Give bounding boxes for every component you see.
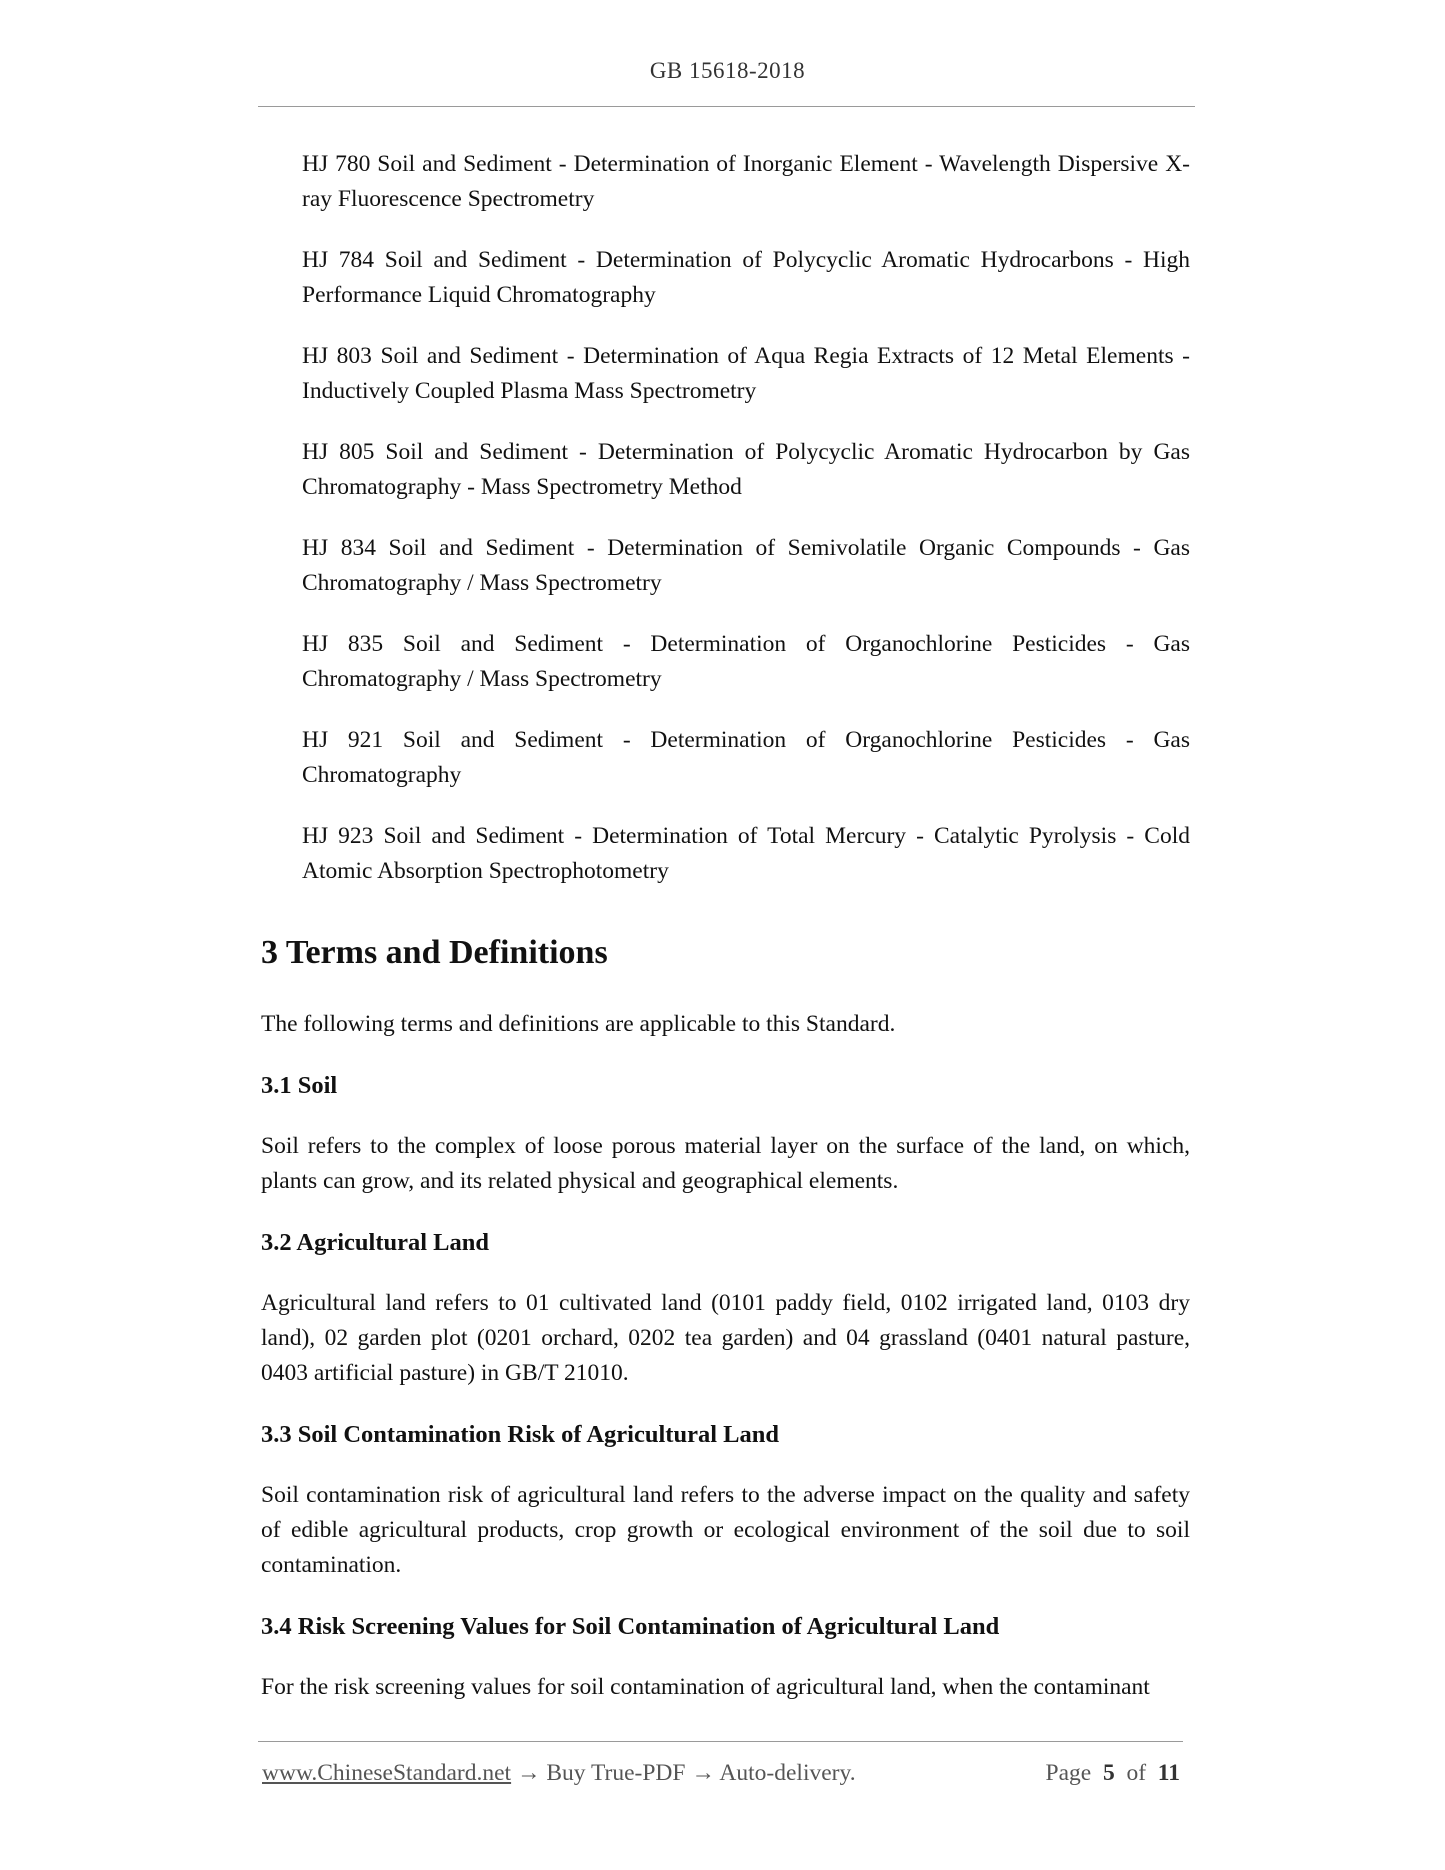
arrow-right-icon: → [691,1760,715,1786]
definition-agricultural-land: Agricultural land refers to 01 cultivated land (0101 paddy field, 0102 irrigated land, 0103 dry land), 02 garden plot (0201 orchard, 0202 tea garden) and 04 grassland (0401 natural pasture, 0403 artificial pasture) in GB/T 21010. [261,1290,1190,1386]
reference-hj-784: HJ 784 Soil and Sediment - Determination of Polycyclic Aromatic Hydrocarbons - High Performance Liquid Chromatography [302,247,1190,308]
page-of: of [1126,1760,1147,1786]
subsection-title-agricultural-land: 3.2 Agricultural Land [261,1229,490,1256]
reference-hj-834: HJ 834 Soil and Sediment - Determination of Semivolatile Organic Compounds - Gas Chromatography / Mass Spectrometry [302,535,1190,596]
subsection-title-risk-screening-values: 3.4 Risk Screening Values for Soil Contamination of Agricultural Land [261,1613,1000,1640]
reference-hj-805: HJ 805 Soil and Sediment - Determination of Polycyclic Aromatic Hydrocarbon by Gas Chromatography - Mass Spectrometry Method [302,439,1190,500]
header-divider [258,106,1195,107]
definition-contamination-risk: Soil contamination risk of agricultural land refers to the adverse impact on the quality and safety of edible agricultural products, crop growth or ecological environment of the soil due to soil contamination. [261,1482,1190,1578]
section-terms-and-definitions [261,931,1190,1731]
reference-hj-921: HJ 921 Soil and Sediment - Determination of Organochlorine Pesticides - Gas Chromatography [302,727,1190,788]
page-number [1046,1760,1180,1787]
normative-references-list [302,147,1190,915]
section-intro: The following terms and definitions are applicable to this Standard. [261,1011,896,1037]
page-current: 5 [1102,1760,1115,1786]
section-title: 3 Terms and Definitions [261,934,608,971]
subsection-title-soil: 3.1 Soil [261,1072,338,1099]
reference-hj-803: HJ 803 Soil and Sediment - Determination of Aqua Regia Extracts of 12 Metal Elements - Inductively Coupled Plasma Mass Spectrometry [302,343,1190,404]
site-link[interactable]: www.ChineseStandard.net [262,1760,512,1786]
document-header: GB 15618-2018 [649,58,806,83]
definition-risk-screening-values: For the risk screening values for soil contamination of agricultural land, when the contaminant [261,1674,1150,1700]
page-label: Page [1045,1760,1092,1786]
footer-promo [262,1760,856,1787]
definition-soil: Soil refers to the complex of loose porous material layer on the surface of the land, on which, plants can grow, and its related physical and geographical elements. [261,1133,1190,1194]
page-total: 11 [1157,1760,1180,1786]
buy-pdf-text: Buy True-PDF [546,1760,686,1786]
reference-hj-835: HJ 835 Soil and Sediment - Determination of Organochlorine Pesticides - Gas Chromatography / Mass Spectrometry [302,631,1190,692]
reference-hj-923: HJ 923 Soil and Sediment - Determination of Total Mercury - Catalytic Pyrolysis - Cold Atomic Absorption Spectrophotometry [302,823,1190,884]
footer-divider [258,1741,1183,1742]
arrow-right-icon: → [516,1760,541,1786]
auto-delivery-text: Auto-delivery. [719,1760,856,1786]
reference-hj-780: HJ 780 Soil and Sediment - Determination of Inorganic Element - Wavelength Dispersive X-ray Fluorescence Spectrometry [302,151,1190,212]
subsection-title-contamination-risk: 3.3 Soil Contamination Risk of Agricultural Land [261,1421,779,1448]
